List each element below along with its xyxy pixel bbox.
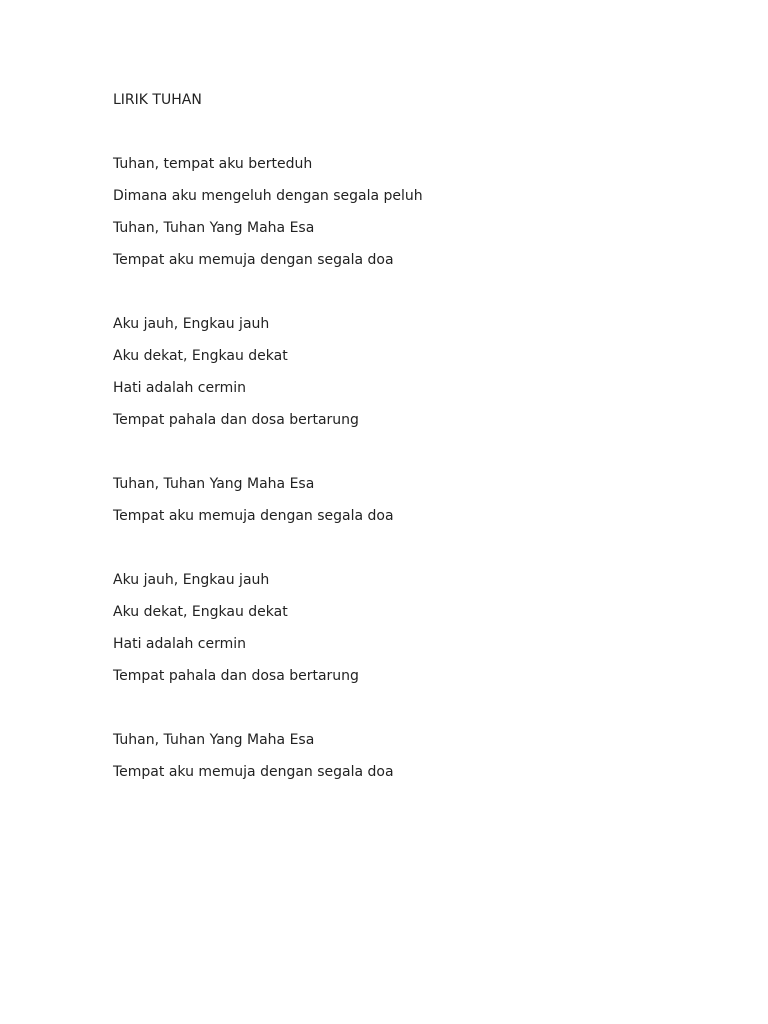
lyric-line: Tempat aku memuja dengan segala doa [113,764,394,780]
lyric-line: Aku jauh, Engkau jauh [113,316,270,332]
stanza [113,724,423,788]
lyric-line: Tuhan, Tuhan Yang Maha Esa [113,476,315,492]
lyrics-body [113,148,423,788]
stanza [113,564,423,692]
lyric-line: Dimana aku mengeluh dengan segala peluh [113,188,423,204]
lyric-line: Aku jauh, Engkau jauh [113,572,270,588]
lyric-line: Tuhan, tempat aku berteduh [113,156,313,172]
stanza [113,148,423,276]
lyric-line: Tuhan, Tuhan Yang Maha Esa [113,220,315,236]
stanza [113,468,423,532]
lyric-line: Hati adalah cermin [113,380,246,396]
document-page [113,84,423,788]
lyric-line: Tempat aku memuja dengan segala doa [113,508,394,524]
lyric-line: Tempat aku memuja dengan segala doa [113,252,394,268]
lyric-line: Hati adalah cermin [113,636,246,652]
lyric-line: Aku dekat, Engkau dekat [113,604,288,620]
stanza [113,308,423,436]
lyric-line: Tempat pahala dan dosa bertarung [113,668,359,684]
lyric-line: Tempat pahala dan dosa bertarung [113,412,359,428]
document-title: LIRIK TUHAN [113,92,202,108]
lyric-line: Tuhan, Tuhan Yang Maha Esa [113,732,315,748]
lyric-line: Aku dekat, Engkau dekat [113,348,288,364]
